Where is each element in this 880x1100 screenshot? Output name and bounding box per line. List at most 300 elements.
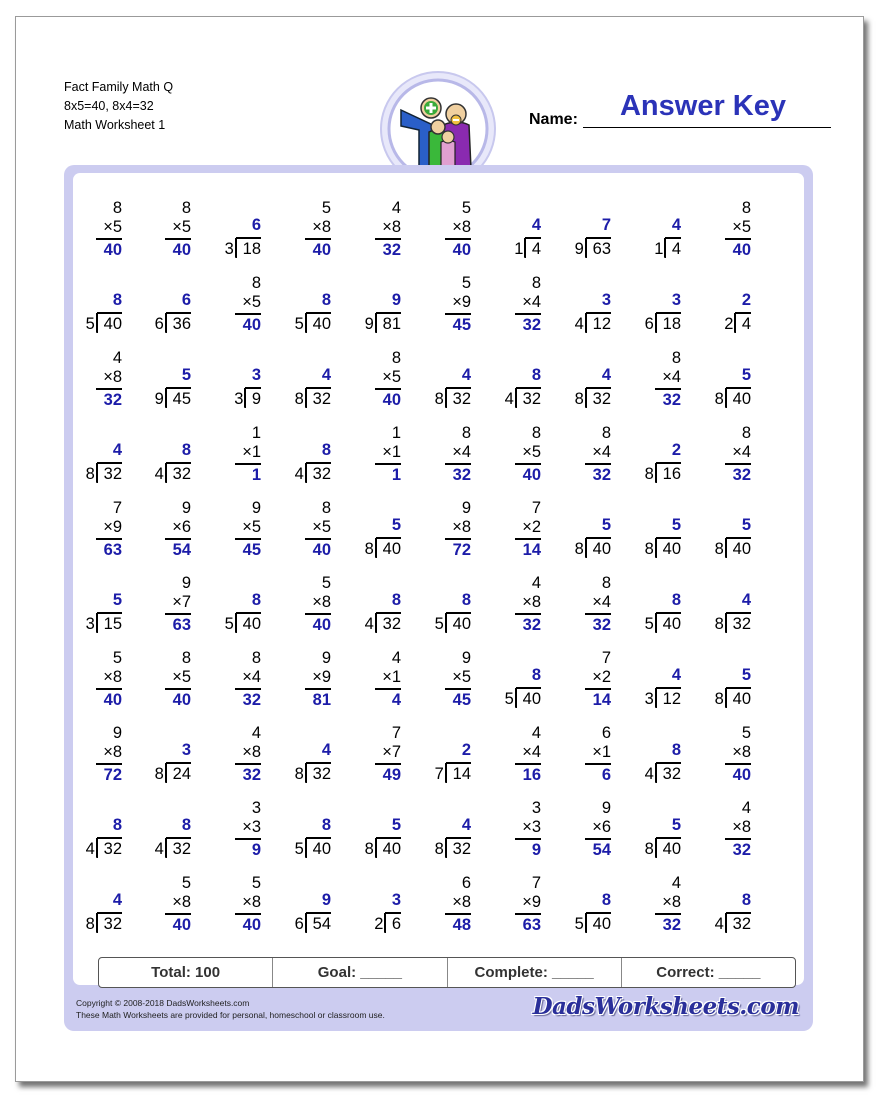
division-bracket bbox=[372, 912, 401, 934]
multiplier: ×2 bbox=[592, 668, 611, 686]
divisor: 8 bbox=[294, 765, 304, 783]
answer-bar bbox=[96, 538, 122, 540]
bracket-stroke bbox=[305, 838, 307, 858]
divisor: 6 bbox=[644, 315, 654, 333]
divisor: 8 bbox=[85, 915, 95, 933]
quotient-answer: 4 bbox=[741, 591, 751, 609]
multiplier: ×5 bbox=[522, 443, 541, 461]
division-bracket bbox=[152, 462, 191, 484]
problem-10-1 bbox=[62, 874, 122, 944]
problem-2-4 bbox=[271, 274, 331, 344]
problem-9-3 bbox=[201, 799, 261, 869]
bracket-stroke bbox=[305, 763, 307, 783]
problem-1-7 bbox=[481, 199, 541, 269]
vinculum bbox=[656, 762, 681, 764]
problem-3-1 bbox=[62, 349, 122, 419]
dividend: 40 bbox=[242, 615, 261, 633]
bracket-stroke bbox=[96, 463, 98, 483]
product-answer: 32 bbox=[242, 766, 261, 784]
answer-bar bbox=[235, 913, 261, 915]
score-bar bbox=[98, 957, 796, 988]
dividend: 32 bbox=[103, 465, 122, 483]
vinculum bbox=[656, 837, 681, 839]
problem-8-1 bbox=[62, 724, 122, 794]
bracket-stroke bbox=[725, 913, 727, 933]
multiplicand: 7 bbox=[112, 499, 122, 517]
answer-bar bbox=[375, 763, 401, 765]
answer-key-heading: Answer Key bbox=[619, 90, 786, 122]
bracket-stroke bbox=[165, 313, 167, 333]
bracket-stroke bbox=[235, 613, 237, 633]
multiplicand: 8 bbox=[321, 499, 331, 517]
division-bracket bbox=[512, 237, 541, 259]
quotient-answer: 2 bbox=[741, 291, 751, 309]
divisor: 4 bbox=[644, 765, 654, 783]
multiplicand: 8 bbox=[391, 349, 401, 367]
bracket-stroke bbox=[165, 388, 167, 408]
quotient-answer: 9 bbox=[391, 291, 401, 309]
divisor: 8 bbox=[154, 765, 164, 783]
quotient-answer: 4 bbox=[321, 741, 331, 759]
division-bracket bbox=[502, 387, 541, 409]
dividend: 4 bbox=[531, 240, 541, 258]
division-bracket bbox=[83, 612, 122, 634]
problem-9-8 bbox=[551, 799, 611, 869]
multiplier: ×8 bbox=[452, 518, 471, 536]
product-answer: 54 bbox=[592, 841, 611, 859]
divisor: 5 bbox=[294, 315, 304, 333]
product-answer: 40 bbox=[172, 916, 191, 934]
answer-bar bbox=[305, 238, 331, 240]
divisor: 4 bbox=[364, 615, 374, 633]
problem-5-6 bbox=[411, 499, 471, 569]
problem-7-4 bbox=[271, 649, 331, 719]
problem-1-6 bbox=[411, 199, 471, 269]
quotient-answer: 3 bbox=[251, 366, 261, 384]
problem-7-1 bbox=[62, 649, 122, 719]
problem-2-2 bbox=[131, 274, 191, 344]
product-answer: 40 bbox=[172, 691, 191, 709]
bracket-stroke bbox=[445, 388, 447, 408]
multiplicand: 5 bbox=[461, 274, 471, 292]
quotient-answer: 5 bbox=[112, 591, 122, 609]
problem-10-6 bbox=[411, 874, 471, 944]
multiplicand: 8 bbox=[601, 424, 611, 442]
division-bracket bbox=[722, 312, 751, 334]
problem-4-5 bbox=[341, 424, 401, 494]
vinculum bbox=[656, 462, 681, 464]
bracket-stroke bbox=[655, 763, 657, 783]
divisor: 8 bbox=[644, 840, 654, 858]
division-bracket bbox=[152, 837, 191, 859]
divisor: 2 bbox=[724, 315, 734, 333]
multiplicand: 9 bbox=[181, 499, 191, 517]
division-bracket bbox=[83, 312, 122, 334]
division-bracket bbox=[83, 837, 122, 859]
bracket-stroke bbox=[375, 838, 377, 858]
product-answer: 4 bbox=[391, 691, 401, 709]
answer-bar bbox=[585, 838, 611, 840]
bracket-stroke bbox=[655, 463, 657, 483]
divisor: 8 bbox=[574, 540, 584, 558]
total-cell: Total: 100 bbox=[99, 958, 273, 987]
dividend: 12 bbox=[662, 690, 681, 708]
vinculum bbox=[735, 312, 751, 314]
title-line-3: Math Worksheet 1 bbox=[64, 118, 166, 132]
problem-4-8 bbox=[551, 424, 611, 494]
division-bracket bbox=[642, 837, 681, 859]
division-bracket bbox=[642, 537, 681, 559]
product-answer: 14 bbox=[592, 691, 611, 709]
product-answer: 32 bbox=[592, 466, 611, 484]
product-answer: 72 bbox=[452, 541, 471, 559]
vinculum bbox=[97, 912, 122, 914]
answer-bar bbox=[725, 838, 751, 840]
problem-4-4 bbox=[271, 424, 331, 494]
product-answer: 1 bbox=[391, 466, 401, 484]
answer-bar bbox=[445, 688, 471, 690]
multiplier: ×2 bbox=[522, 518, 541, 536]
problem-10-10 bbox=[691, 874, 751, 944]
answer-bar bbox=[235, 463, 261, 465]
problem-8-2 bbox=[131, 724, 191, 794]
problem-7-2 bbox=[131, 649, 191, 719]
dividend: 40 bbox=[312, 315, 331, 333]
bracket-stroke bbox=[165, 763, 167, 783]
product-answer: 40 bbox=[242, 316, 261, 334]
problem-3-5 bbox=[341, 349, 401, 419]
problem-10-3 bbox=[201, 874, 261, 944]
answer-bar bbox=[96, 688, 122, 690]
multiplier: ×8 bbox=[522, 593, 541, 611]
dividend: 40 bbox=[592, 540, 611, 558]
problem-9-5 bbox=[341, 799, 401, 869]
divisor: 4 bbox=[85, 840, 95, 858]
division-bracket bbox=[642, 612, 681, 634]
multiplicand: 1 bbox=[391, 424, 401, 442]
answer-bar bbox=[96, 763, 122, 765]
quotient-answer: 8 bbox=[671, 741, 681, 759]
multiplier: ×5 bbox=[242, 518, 261, 536]
divisor: 4 bbox=[504, 390, 514, 408]
dividend: 32 bbox=[312, 390, 331, 408]
product-answer: 32 bbox=[732, 841, 751, 859]
division-bracket bbox=[572, 237, 611, 259]
title-line-2: 8x5=40, 8x4=32 bbox=[64, 99, 154, 113]
multiplier: ×5 bbox=[103, 218, 122, 236]
divisor: 5 bbox=[644, 615, 654, 633]
multiplicand: 7 bbox=[601, 649, 611, 667]
problem-4-2 bbox=[131, 424, 191, 494]
quotient-answer: 4 bbox=[112, 891, 122, 909]
problem-8-9 bbox=[621, 724, 681, 794]
usage-notice: These Math Worksheets are provided for personal, homeschool or classroom use. bbox=[76, 1010, 385, 1020]
bracket-stroke bbox=[384, 913, 386, 933]
problem-2-5 bbox=[341, 274, 401, 344]
bracket-stroke bbox=[305, 463, 307, 483]
quotient-answer: 8 bbox=[671, 591, 681, 609]
division-bracket bbox=[232, 387, 261, 409]
problem-9-4 bbox=[271, 799, 331, 869]
dividend: 40 bbox=[662, 840, 681, 858]
quotient-answer: 9 bbox=[321, 891, 331, 909]
dividend: 32 bbox=[592, 390, 611, 408]
dividend: 32 bbox=[312, 765, 331, 783]
dividend: 40 bbox=[592, 915, 611, 933]
bracket-stroke bbox=[585, 313, 587, 333]
division-bracket bbox=[292, 762, 331, 784]
product-answer: 16 bbox=[522, 766, 541, 784]
vinculum bbox=[385, 912, 401, 914]
multiplier: ×8 bbox=[103, 668, 122, 686]
problem-8-3 bbox=[201, 724, 261, 794]
answer-bar bbox=[305, 613, 331, 615]
multiplicand: 8 bbox=[601, 574, 611, 592]
quotient-answer: 8 bbox=[601, 891, 611, 909]
quotient-answer: 3 bbox=[601, 291, 611, 309]
division-bracket bbox=[152, 312, 191, 334]
product-answer: 40 bbox=[312, 541, 331, 559]
bracket-stroke bbox=[165, 838, 167, 858]
product-answer: 63 bbox=[522, 916, 541, 934]
multiplicand: 9 bbox=[461, 649, 471, 667]
answer-bar bbox=[165, 538, 191, 540]
vinculum bbox=[586, 912, 611, 914]
dividend: 14 bbox=[452, 765, 471, 783]
quotient-answer: 5 bbox=[181, 366, 191, 384]
problem-9-2 bbox=[131, 799, 191, 869]
dividend: 40 bbox=[732, 540, 751, 558]
multiplicand: 9 bbox=[181, 574, 191, 592]
division-bracket bbox=[83, 462, 122, 484]
problem-5-4 bbox=[271, 499, 331, 569]
dividend: 40 bbox=[452, 615, 471, 633]
problem-7-7 bbox=[481, 649, 541, 719]
correct-cell: Correct: _____ bbox=[656, 964, 761, 981]
division-bracket bbox=[292, 312, 331, 334]
problem-7-8 bbox=[551, 649, 611, 719]
multiplier: ×1 bbox=[382, 443, 401, 461]
problem-10-8 bbox=[551, 874, 611, 944]
quotient-answer: 8 bbox=[181, 816, 191, 834]
problem-5-1 bbox=[62, 499, 122, 569]
bracket-stroke bbox=[305, 313, 307, 333]
problem-2-6 bbox=[411, 274, 471, 344]
divisor: 8 bbox=[574, 390, 584, 408]
problem-6-10 bbox=[691, 574, 751, 644]
divisor: 5 bbox=[434, 615, 444, 633]
multiplicand: 8 bbox=[181, 199, 191, 217]
problem-4-6 bbox=[411, 424, 471, 494]
multiplier: ×4 bbox=[452, 443, 471, 461]
quotient-answer: 4 bbox=[671, 216, 681, 234]
dividend: 32 bbox=[732, 615, 751, 633]
dividend: 40 bbox=[312, 840, 331, 858]
division-bracket bbox=[152, 762, 191, 784]
problem-10-7 bbox=[481, 874, 541, 944]
multiplicand: 8 bbox=[741, 424, 751, 442]
problems-panel bbox=[64, 165, 813, 1031]
multiplicand: 8 bbox=[251, 649, 261, 667]
bracket-stroke bbox=[515, 688, 517, 708]
answer-bar bbox=[375, 688, 401, 690]
multiplier: ×4 bbox=[592, 443, 611, 461]
division-bracket bbox=[432, 837, 471, 859]
bracket-stroke bbox=[734, 313, 736, 333]
divisor: 5 bbox=[294, 840, 304, 858]
quotient-answer: 3 bbox=[671, 291, 681, 309]
vinculum bbox=[306, 912, 331, 914]
problem-3-3 bbox=[201, 349, 261, 419]
quotient-answer: 5 bbox=[741, 516, 751, 534]
vinculum bbox=[446, 837, 471, 839]
answer-bar bbox=[585, 763, 611, 765]
vinculum bbox=[376, 837, 401, 839]
answer-bar bbox=[165, 238, 191, 240]
multiplier: ×9 bbox=[522, 893, 541, 911]
product-answer: 32 bbox=[662, 391, 681, 409]
vinculum bbox=[166, 387, 191, 389]
dividend: 40 bbox=[103, 315, 122, 333]
divisor: 5 bbox=[85, 315, 95, 333]
bracket-stroke bbox=[235, 238, 237, 258]
multiplicand: 5 bbox=[741, 724, 751, 742]
product-answer: 54 bbox=[172, 541, 191, 559]
multiplicand: 4 bbox=[741, 799, 751, 817]
answer-bar bbox=[515, 463, 541, 465]
answer-bar bbox=[445, 538, 471, 540]
answer-bar bbox=[585, 688, 611, 690]
problem-1-9 bbox=[621, 199, 681, 269]
quotient-answer: 4 bbox=[321, 366, 331, 384]
multiplicand: 3 bbox=[531, 799, 541, 817]
answer-bar bbox=[235, 763, 261, 765]
vinculum bbox=[656, 612, 681, 614]
multiplicand: 4 bbox=[112, 349, 122, 367]
division-bracket bbox=[292, 912, 331, 934]
problem-2-1 bbox=[62, 274, 122, 344]
product-answer: 32 bbox=[452, 466, 471, 484]
quotient-answer: 6 bbox=[251, 216, 261, 234]
problem-5-5 bbox=[341, 499, 401, 569]
product-answer: 32 bbox=[242, 691, 261, 709]
multiplicand: 4 bbox=[531, 574, 541, 592]
problem-8-8 bbox=[551, 724, 611, 794]
multiplier: ×5 bbox=[172, 668, 191, 686]
divisor: 4 bbox=[154, 465, 164, 483]
multiplicand: 8 bbox=[531, 424, 541, 442]
multiplicand: 3 bbox=[251, 799, 261, 817]
problem-5-7 bbox=[481, 499, 541, 569]
quotient-answer: 5 bbox=[601, 516, 611, 534]
multiplier: ×1 bbox=[382, 668, 401, 686]
vinculum bbox=[236, 237, 261, 239]
multiplicand: 4 bbox=[391, 199, 401, 217]
division-bracket bbox=[572, 312, 611, 334]
multiplicand: 4 bbox=[531, 724, 541, 742]
divisor: 4 bbox=[154, 840, 164, 858]
quotient-answer: 8 bbox=[531, 366, 541, 384]
multiplier: ×5 bbox=[382, 368, 401, 386]
divisor: 8 bbox=[644, 540, 654, 558]
dividend: 6 bbox=[391, 915, 401, 933]
product-answer: 32 bbox=[382, 241, 401, 259]
problem-2-10 bbox=[691, 274, 751, 344]
multiplier: ×7 bbox=[172, 593, 191, 611]
problem-7-6 bbox=[411, 649, 471, 719]
vinculum bbox=[446, 612, 471, 614]
bracket-stroke bbox=[375, 313, 377, 333]
quotient-answer: 8 bbox=[321, 441, 331, 459]
multiplier: ×3 bbox=[242, 818, 261, 836]
answer-bar bbox=[445, 313, 471, 315]
answer-bar bbox=[655, 388, 681, 390]
quotient-answer: 8 bbox=[112, 816, 122, 834]
vinculum bbox=[97, 462, 122, 464]
multiplier: ×8 bbox=[452, 218, 471, 236]
multiplier: ×8 bbox=[172, 893, 191, 911]
divisor: 8 bbox=[714, 390, 724, 408]
dividend: 40 bbox=[522, 690, 541, 708]
multiplier: ×8 bbox=[452, 893, 471, 911]
answer-bar bbox=[375, 388, 401, 390]
dividend: 12 bbox=[592, 315, 611, 333]
dividend: 81 bbox=[382, 315, 401, 333]
multiplier: ×8 bbox=[382, 218, 401, 236]
divisor: 7 bbox=[434, 765, 444, 783]
quotient-answer: 4 bbox=[461, 816, 471, 834]
bracket-stroke bbox=[585, 238, 587, 258]
multiplier: ×4 bbox=[522, 293, 541, 311]
multiplier: ×8 bbox=[103, 368, 122, 386]
vinculum bbox=[97, 612, 122, 614]
product-answer: 40 bbox=[242, 916, 261, 934]
product-answer: 32 bbox=[662, 916, 681, 934]
problem-6-4 bbox=[271, 574, 331, 644]
product-answer: 32 bbox=[592, 616, 611, 634]
answer-bar bbox=[585, 463, 611, 465]
dividend: 18 bbox=[662, 315, 681, 333]
footer-copyright bbox=[76, 997, 385, 1021]
problem-4-7 bbox=[481, 424, 541, 494]
quotient-answer: 3 bbox=[391, 891, 401, 909]
divisor: 8 bbox=[364, 540, 374, 558]
problem-8-5 bbox=[341, 724, 401, 794]
multiplier: ×8 bbox=[103, 743, 122, 761]
quotient-answer: 5 bbox=[741, 366, 751, 384]
problem-1-5 bbox=[341, 199, 401, 269]
dividend: 32 bbox=[452, 840, 471, 858]
product-answer: 40 bbox=[732, 241, 751, 259]
problem-5-2 bbox=[131, 499, 191, 569]
vinculum bbox=[166, 837, 191, 839]
bracket-stroke bbox=[244, 388, 246, 408]
problem-5-9 bbox=[621, 499, 681, 569]
problem-6-7 bbox=[481, 574, 541, 644]
problem-10-9 bbox=[621, 874, 681, 944]
divisor: 9 bbox=[364, 315, 374, 333]
problem-4-3 bbox=[201, 424, 261, 494]
problem-1-4 bbox=[271, 199, 331, 269]
multiplier: ×5 bbox=[242, 293, 261, 311]
multiplier: ×5 bbox=[452, 668, 471, 686]
dividend: 32 bbox=[732, 915, 751, 933]
problem-7-9 bbox=[621, 649, 681, 719]
bracket-stroke bbox=[524, 238, 526, 258]
bracket-stroke bbox=[655, 838, 657, 858]
product-answer: 40 bbox=[452, 241, 471, 259]
bracket-stroke bbox=[375, 538, 377, 558]
